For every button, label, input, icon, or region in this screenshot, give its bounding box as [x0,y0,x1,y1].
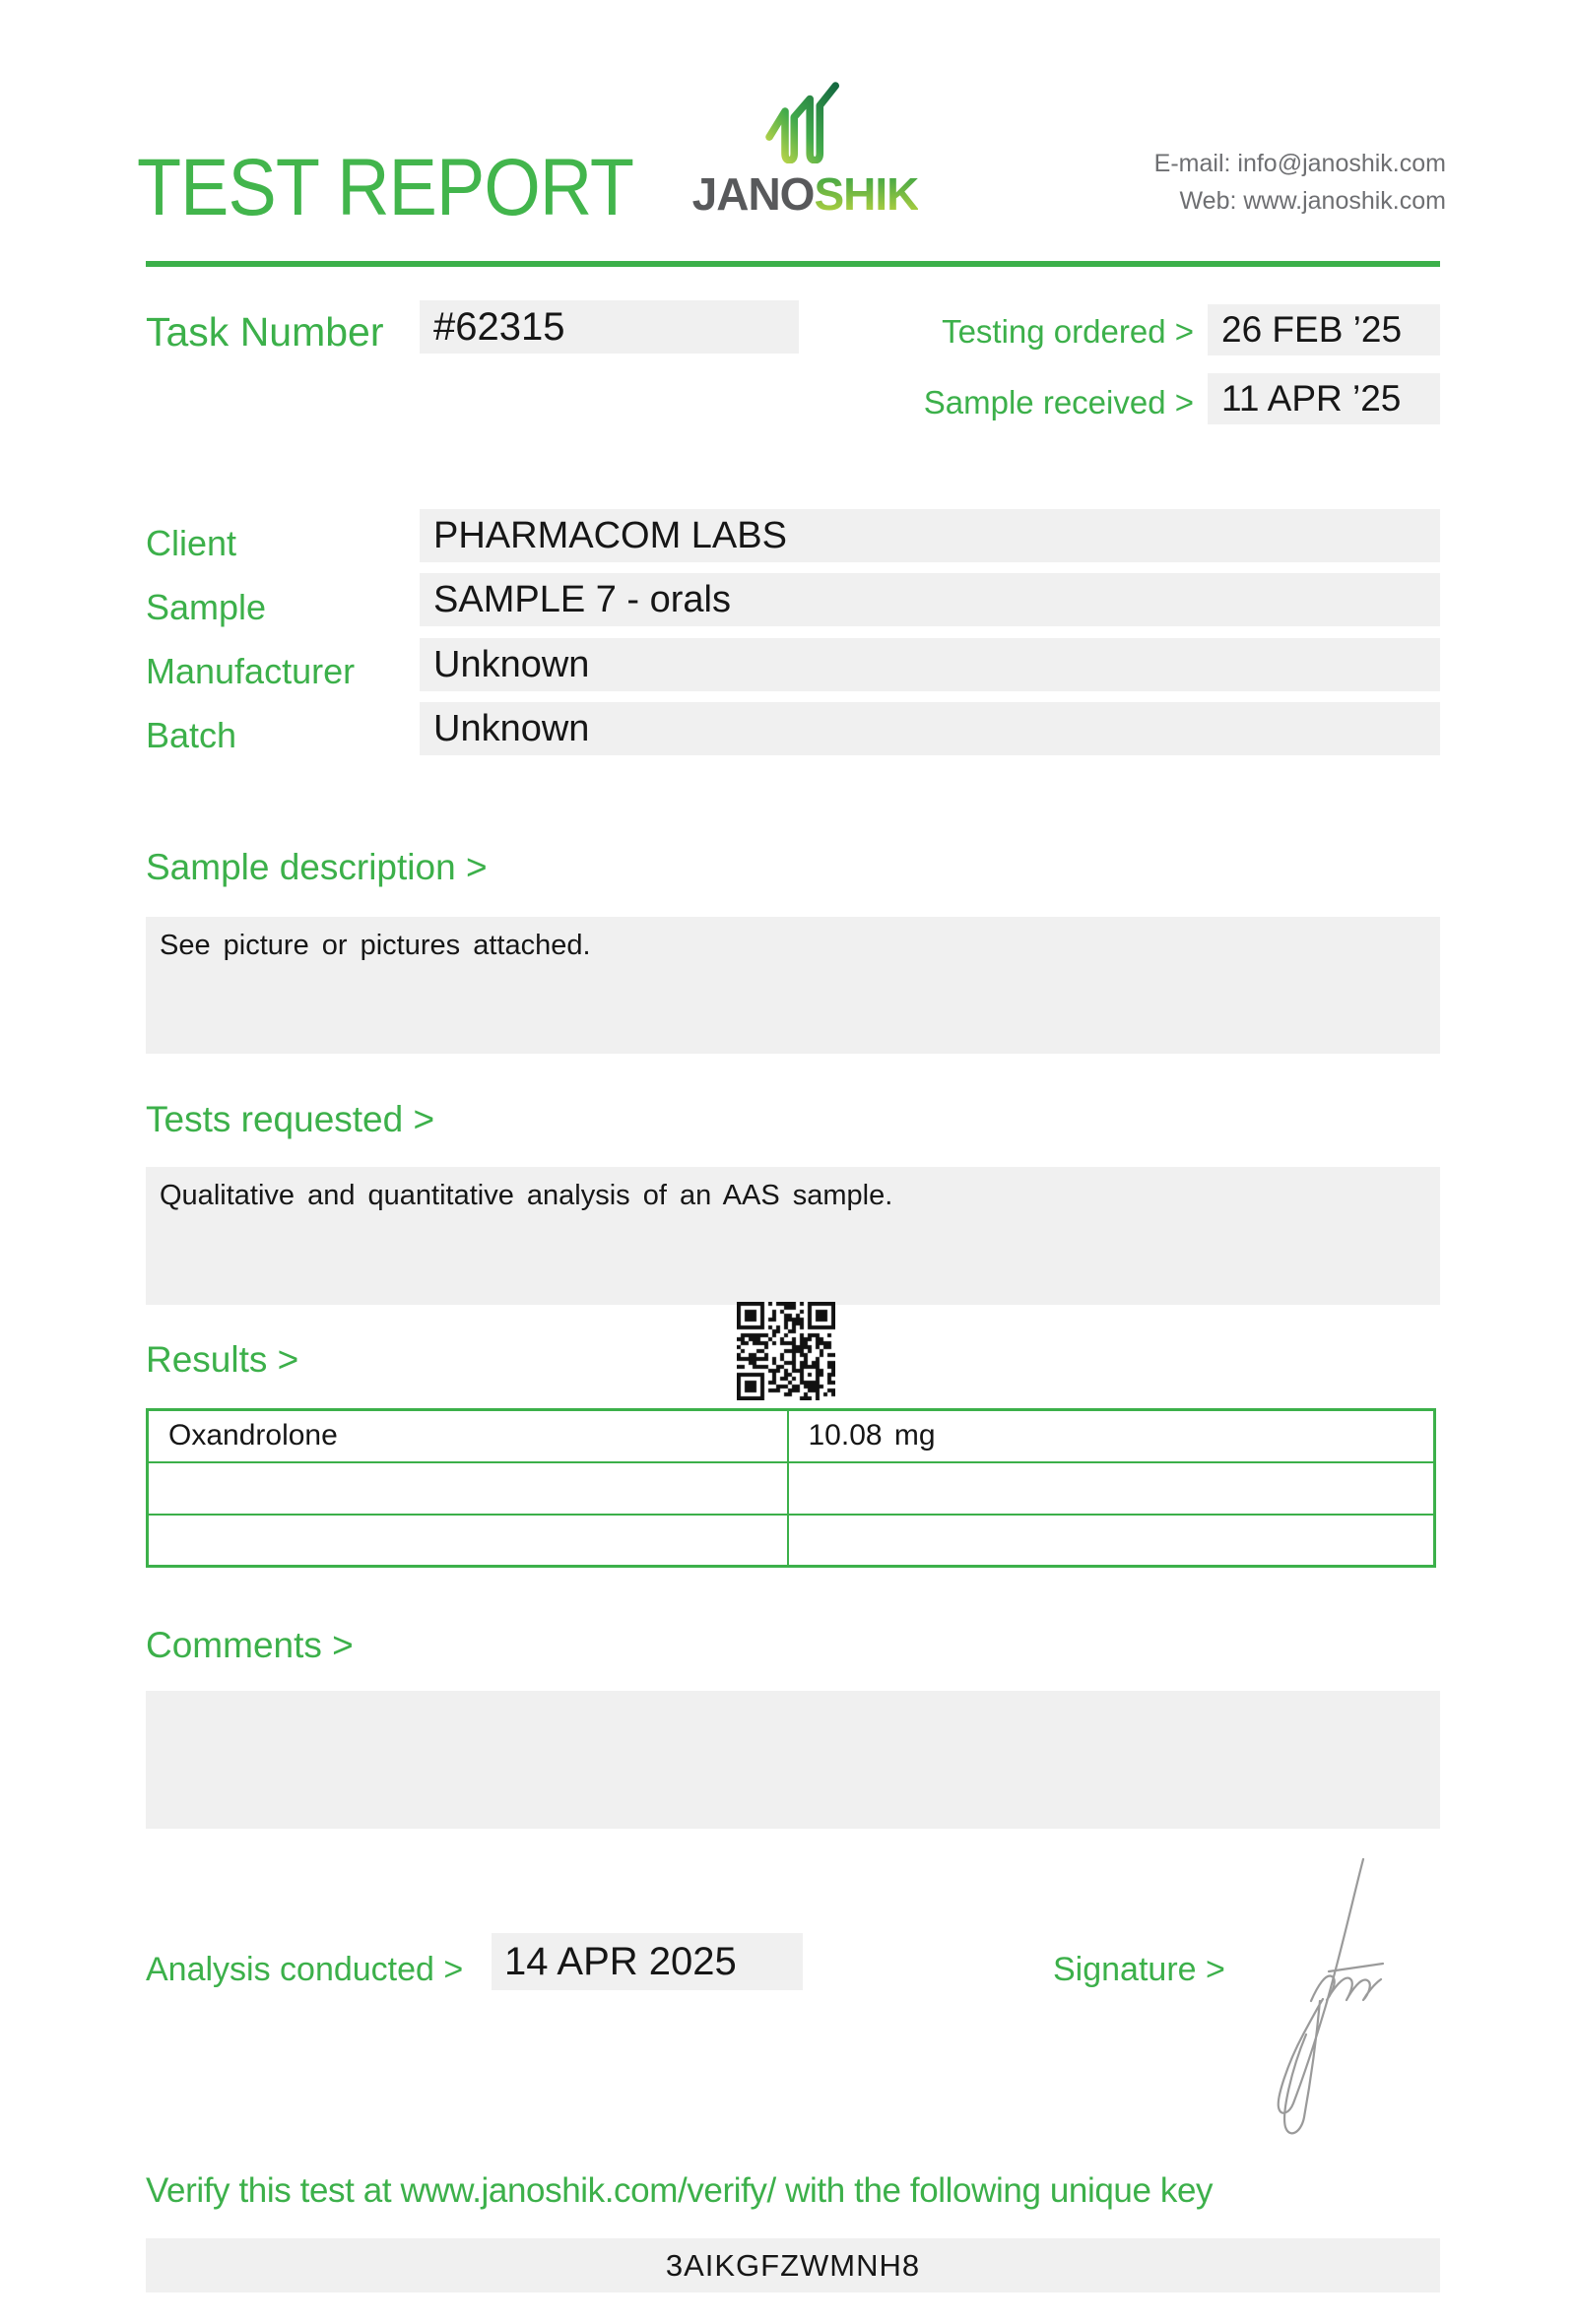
unique-key-value: 3AIKGFZWMNH8 [665,2248,921,2283]
header-divider [146,261,1440,267]
comments-heading: Comments > [146,1625,354,1665]
sample-value-box [420,573,1440,626]
page-title: TEST REPORT [137,143,634,232]
analysis-conducted-value: 14 APR 2025 [504,1940,737,1983]
result-substance-cell [148,1515,788,1567]
manufacturer-value: Unknown [433,644,590,685]
testing-ordered-value-box [1208,304,1440,355]
analysis-conducted-value-box [492,1933,803,1990]
sample-received-value: 11 APR ’25 [1221,378,1402,419]
results-table [146,1408,1436,1568]
manufacturer-label: Manufacturer [146,651,356,691]
contact-info [953,146,1446,220]
table-row [148,1410,1435,1462]
client-label: Client [146,523,237,563]
table-row [148,1462,1435,1515]
logo-jano: JANO [691,168,815,220]
sample-description-box [146,917,1440,1054]
tests-requested-heading: Tests requested > [146,1099,435,1139]
janoshik-logo [690,81,921,220]
signature-label: Signature > [1053,1951,1225,1988]
batch-label: Batch [146,715,237,755]
unique-key-box [146,2238,1440,2292]
sample-value: SAMPLE 7 - orals [433,579,731,620]
client-value: PHARMACOM LABS [433,515,787,556]
logo-shik: SHIK [814,168,919,220]
testing-ordered-label: Testing ordered > [942,313,1194,350]
result-amount-cell: 10.08 mg [788,1410,1435,1462]
logo-wordmark [690,168,921,220]
sample-received-label: Sample received > [923,384,1194,420]
sample-description-heading: Sample description > [146,847,488,887]
result-amount-cell [788,1515,1435,1567]
contact-web: Web: www.janoshik.com [1179,186,1446,215]
batch-value-box [420,702,1440,755]
chart-logo-icon [756,81,855,163]
task-number-value: #62315 [433,305,565,349]
contact-email: E-mail: info@janoshik.com [1153,150,1446,177]
batch-value: Unknown [433,708,590,749]
verify-instruction: Verify this test at www.janoshik.com/verify/ with the following unique key [146,2171,1214,2210]
analysis-conducted-label: Analysis conducted > [146,1951,464,1988]
table-row [148,1515,1435,1567]
result-substance-cell [148,1462,788,1515]
comments-text [146,1691,1440,1704]
tests-requested-box [146,1167,1440,1305]
result-amount-cell [788,1462,1435,1515]
result-substance-cell: Oxandrolone [148,1410,788,1462]
comments-box [146,1691,1440,1829]
task-number-label: Task Number [146,309,384,355]
testing-ordered-value: 26 FEB ’25 [1221,309,1403,350]
sample-label: Sample [146,587,267,627]
manufacturer-value-box [420,638,1440,691]
tests-requested-text: Qualitative and quantitative analysis of an AAS sample. [160,1180,893,1211]
client-value-box [420,509,1440,562]
sample-received-value-box [1208,373,1440,424]
results-heading: Results > [146,1339,299,1380]
qr-code [737,1302,835,1400]
signature-scribble [1264,1851,1392,2139]
sample-description-text: See picture or pictures attached. [160,930,591,961]
task-number-value-box [420,300,799,354]
